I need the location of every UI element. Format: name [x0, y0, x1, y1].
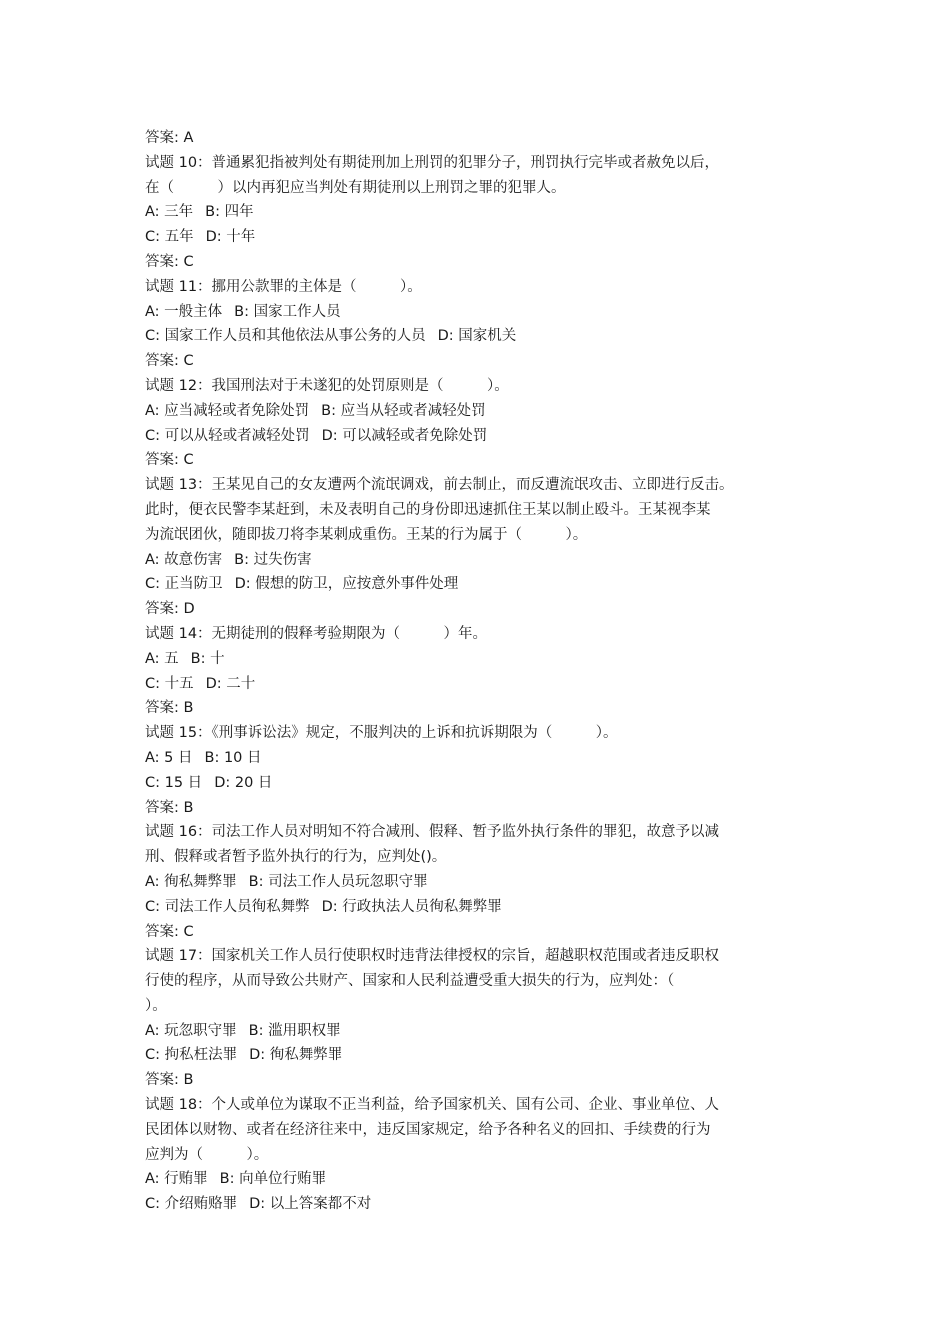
option-first: C: 15 日 [145, 774, 203, 791]
options-line [145, 1043, 813, 1068]
answer-line: 答案: B [145, 799, 194, 816]
option-second: B: 司法工作人员玩忽职守罪 [248, 873, 428, 890]
option-second: D: 徇私舞弊罪 [249, 1047, 343, 1064]
question-text [145, 151, 813, 201]
option-first: C: 国家工作人员和其他依法从事公务的人员 [145, 328, 426, 345]
option-second: B: 向单位行贿罪 [219, 1171, 327, 1188]
option-first: A: 一般主体 [145, 303, 223, 320]
answer-line: 答案: C [145, 353, 194, 370]
answer-line: 答案: D [145, 601, 195, 618]
option-second: B: 应当从轻或者减轻处罚 [321, 402, 486, 419]
options-line [145, 225, 813, 250]
option-second: B: 四年 [205, 204, 254, 221]
question-text-row: 在（ ）以内再犯应当判处有期徒刑以上刑罚之罪的犯罪人。 [145, 179, 566, 196]
option-first: C: 拘私枉法罪 [145, 1047, 238, 1064]
option-second: D: 行政执法人员徇私舞弊罪 [321, 898, 502, 915]
question-text-row: 试题 16：司法工作人员对明知不符合减刑、假释、暂予监外执行条件的罪犯，故意予以减 [145, 824, 720, 841]
options-line [145, 895, 813, 920]
options-line [145, 1019, 813, 1044]
option-second: D: 国家机关 [437, 328, 517, 345]
option-first: C: 可以从轻或者减轻处罚 [145, 427, 310, 444]
question-text-row: 应判为（ ）。 [145, 1146, 269, 1163]
option-first: A: 故意伤害 [145, 551, 223, 568]
option-first: A: 三年 [145, 204, 194, 221]
question-text-row: 为流氓团伙，随即拔刀将李某刺成重伤。王某的行为属于（ ）。 [145, 526, 588, 543]
question-text-row: 试题 13：王某见自己的女友遭两个流氓调戏，前去制止，而反遭流氓攻击、立即进行反击。 [145, 477, 734, 494]
option-first: C: 介绍贿赂罪 [145, 1196, 238, 1213]
question-text-row: 试题 10：普通累犯指被判处有期徒刑加上刑罚的犯罪分子，刑罚执行完毕或者赦免以后， [145, 154, 720, 171]
question-text [145, 622, 813, 647]
question-text-row: ）。 [145, 997, 167, 1014]
answer-line: 答案: C [145, 253, 194, 270]
question-text-row: 此时，便衣民警李某赶到，未及表明自己的身份即迅速抓住王某以制止殴斗。王某视李某 [145, 501, 711, 518]
options-line [145, 870, 813, 895]
option-first: A: 五 [145, 650, 179, 667]
options-line [145, 300, 813, 325]
option-second: B: 十 [190, 650, 225, 667]
option-second: B: 国家工作人员 [234, 303, 341, 320]
question-text-row: 试题 18：个人或单位为谋取不正当利益，给予国家机关、国有公司、企业、事业单位、人 [145, 1097, 720, 1114]
option-first: C: 五年 [145, 229, 194, 246]
option-first: C: 司法工作人员徇私舞弊 [145, 898, 310, 915]
option-second: B: 滥用职权罪 [248, 1022, 341, 1039]
question-text [145, 275, 813, 300]
options-line [145, 572, 813, 597]
options-line [145, 200, 813, 225]
options-line [145, 1167, 813, 1192]
answer-line: 答案: A [145, 130, 194, 146]
option-second: D: 假想的防卫，应按意外事件处理 [234, 576, 459, 593]
options-line [145, 672, 813, 697]
question-text-row: 试题 15：《刑事诉讼法》规定，不服判决的上诉和抗诉期限为（ ）。 [145, 725, 618, 742]
question-text-row: 试题 14：无期徒刑的假释考验期限为（ ）年。 [145, 625, 488, 642]
option-second: D: 以上答案都不对 [249, 1196, 372, 1213]
question-text [145, 944, 813, 1018]
question-text [145, 1093, 813, 1167]
answer-line: 答案: B [145, 700, 194, 717]
option-first: C: 十五 [145, 675, 194, 692]
answer-line: 答案: C [145, 923, 194, 940]
option-first: A: 玩忽职守罪 [145, 1022, 237, 1039]
options-line [145, 771, 813, 796]
option-first: A: 行贿罪 [145, 1171, 208, 1188]
options-line [145, 424, 813, 449]
options-line [145, 746, 813, 771]
question-text-row: 刑、假释或者暂予监外执行的行为，应判处()。 [145, 849, 447, 866]
option-first: C: 正当防卫 [145, 576, 223, 593]
option-first: A: 5 日 [145, 749, 193, 766]
question-text-row: 试题 12：我国刑法对于未遂犯的处罚原则是（ ）。 [145, 377, 509, 394]
option-second: D: 20 日 [214, 774, 273, 791]
question-text [145, 473, 813, 547]
options-line [145, 399, 813, 424]
answer-line: 答案: C [145, 452, 194, 469]
question-text [145, 721, 813, 746]
option-second: B: 过失伤害 [234, 551, 312, 568]
options-line [145, 324, 813, 349]
question-text-row: 行使的程序，从而导致公共财产、国家和人民利益遭受重大损失的行为，应判处：（ [145, 973, 675, 990]
question-text [145, 374, 813, 399]
question-text-row: 试题 17：国家机关工作人员行使职权时违背法律授权的宗旨，超越职权范围或者违反职权 [145, 948, 720, 965]
question-text [145, 820, 813, 870]
option-second: B: 10 日 [204, 749, 262, 766]
options-line [145, 1192, 813, 1217]
question-text-row: 试题 11：挪用公款罪的主体是（ ）。 [145, 278, 422, 295]
options-line [145, 548, 813, 573]
option-first: A: 应当减轻或者免除处罚 [145, 402, 310, 419]
option-first: A: 徇私舞弊罪 [145, 873, 237, 890]
option-second: D: 可以减轻或者免除处罚 [321, 427, 488, 444]
document-page [145, 126, 813, 1217]
option-second: D: 二十 [205, 675, 256, 692]
options-line [145, 647, 813, 672]
question-text-row: 民团体以财物、或者在经济往来中，违反国家规定，给予各种名义的回扣、手续费的行为 [145, 1121, 711, 1138]
answer-line: 答案: B [145, 1072, 194, 1089]
option-second: D: 十年 [205, 229, 256, 246]
